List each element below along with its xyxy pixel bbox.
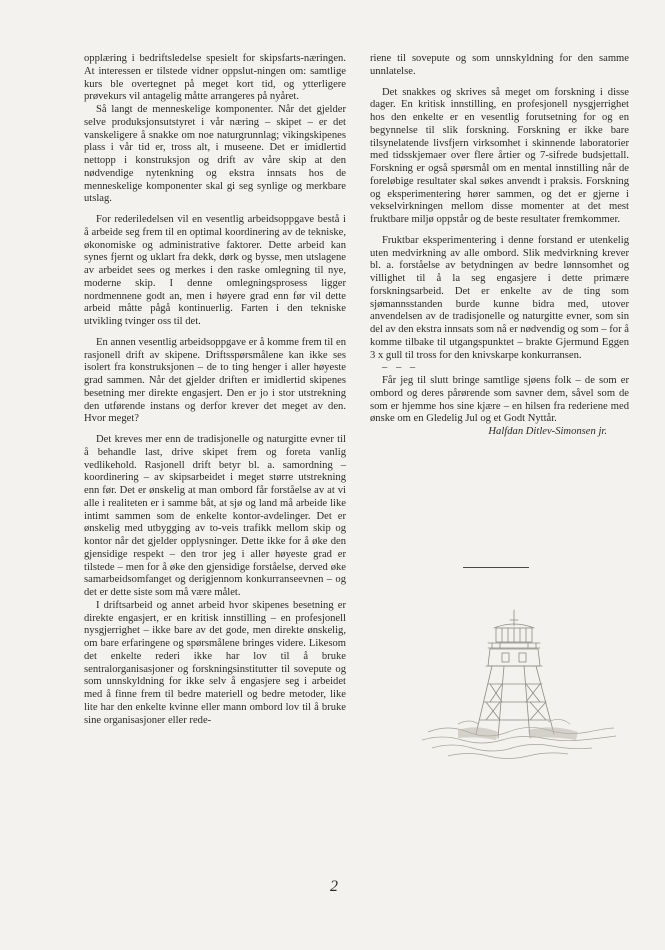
paragraph: Fruktbar eksperimentering i denne forstand er utenkelig uten medvirkning av alle ombord. Slik medvirkning krever bl. a. forståelse av betydningen av bedre lønnsomhet og villighet til å la seg engasjere i dette primære forskningsarbeid. Det er enkelte av de ting som sjømannsstanden burde kunne bidra med, utover anvendelsen av de tradisjonelle og naturgitte evner, som sin del av den ekstra innsats som nå er nødvendig og som – for å komme tilbake til utgangspunktet – brakte Gjermund Eggen 3 x gull til tross for den knivskarpe konkurransen.: [370, 234, 629, 361]
left-column: [84, 53, 346, 727]
paragraph: En annen vesentlig arbeidsoppgave er å komme frem til en rasjonell drift av skipene. Driftsspørsmålene kan ikke ses isolert fra konstruksjonen – de to ting henger i aller høyeste grad sammen. Når det gjelder driften er imidlertid skipenes besetning mer direkte engasjert. Den er jo i stor utstrekning den utførende instans og derfor krever det meget av den. Hvor meget?: [84, 336, 346, 425]
paragraph: Det kreves mer enn de tradisjonelle og naturgitte evner til å behandle last, drive skipet frem og foreta vanlig vedlikehold. Rasjonell drift betyr bl. a. samordning – koordinering – av skipsarbeidet i meget større utstrekning enn før. Det er ønskelig at man ombord får forståelse av at vi alle i realiteten er i samme båt, at sjø og land må arbeide like intimt sammen som de enkelte kontor-avdelinger. Det er ønskelig med utbygging av to-veis trafikk mellom skip og kontor når det gjelder opplysninger. Dette ikke for å øke den gjensidige respekt – den tror jeg i aller høyeste grad er tilstede – men for å øke den gjensidige forståelse, derved øke samarbeidsomfanget og derigjennom konkurranseevnen – og det er dette siste som må være målet.: [84, 434, 346, 598]
page-number: 2: [330, 878, 338, 895]
section-separator: – – –: [382, 362, 419, 374]
closing-greeting: Får jeg til slutt bringe samtlige sjøens folk – de som er ombord og deres pårørende som savner dem, såvel som de som er hjemme hos sine kjære – en hilsen fra rederiene med ønske om en Gledelig Jul og et Godt Nyttår.: [370, 375, 629, 425]
right-column: [370, 53, 629, 439]
paragraph: riene til sovepute og som unnskyldning for den samme unnlatelse.: [370, 53, 629, 77]
paragraph: I driftsarbeid og annet arbeid hvor skipenes besetning er direkte engasjert, er en kritisk innstilling – en profesjonell nysgjerrighet – ikke bare av det gode, men direkte ønskelig, om bare erfaringene og spørsmålene bringes videre. Likesom det enkelte rederi ikke har lov til å bruke sentralorganisasjoner og forskningsinstitutter til sovepute og som unnskyldning for ikke selv å engasjere seg i arbeidet med å finne frem til bedre materiell og bedre metoder, like lite har den enkelte kvinne eller mann ombord lov til å bruke sine organisasjoner eller rede-: [84, 599, 346, 726]
paragraph: Så langt de menneskelige komponenter. Når det gjelder selve produksjonsutstyret i vår næring – skipet – er det vanskeligere å snakke om noe naturgrunnlag; vikingskipenes plass i vår tid er, tross alt, i museene. Det er imidlertid nettopp i konstruksjon og drift av våre skip at den nødvendige nytenkning og ekstra innsats hos de menneskelige komponenter skal gi seg synlige og merkbare utslag.: [84, 104, 346, 205]
divider-rule: [463, 567, 529, 568]
paragraph: For rederiledelsen vil en vesentlig arbeidsoppgave bestå i å arbeide seg frem til en optimal koordinering av de tekniske, økonomiske og administrative faktorer. Dette arbeid kan synes fjernt og uklart fra dekk, dørk og bysse, men utslagene av arbeidet sees og merkes i den raske omlegning til nye, moderne skip. I denne omlegningsprosess ligger nordmennene godt an, men i høyere grad enn før vil dette arbeid måtte pågå kontinuerlig. Farten i den tekniske utvikling tvinger oss til det.: [84, 214, 346, 327]
paragraph: opplæring i bedriftsledelse spesielt for skipsfarts-næringen. At interessen er tilstede vidner oppslut-ningen om: samtlige kurs ble overtegnet på meget kort tid, og ytterligere prøvekurs vil antagelig måtte arrangeres på nyåret.: [84, 53, 346, 103]
lighthouse-illustration-icon: [418, 606, 618, 766]
author-signature: Halfdan Ditlev-Simonsen jr.: [488, 426, 607, 437]
paragraph: Det snakkes og skrives så meget om forskning i disse dager. En kritisk innstilling, en profesjonell nysgjerrighet hos den enkelte er en vesentlig forutsetning for og en begynnelse til slik forskning. Forskning er ikke bare tilsynelatende livsfjern virksomhet i skinnende laboratorier med tidsskjemaer over flere årtier og 7-sifrede budsjettall. Forskning er også spørsmål om en mental innstilling når de foreløbige resultater skal søkes anvendt i praksis. Forskning og eksperimentering hører sammen, og det er gjerne i vekselvirkningen mellom disse momenter at det mest fruktbare miljø oppstår og de beste resultater fremkommer.: [370, 86, 629, 225]
